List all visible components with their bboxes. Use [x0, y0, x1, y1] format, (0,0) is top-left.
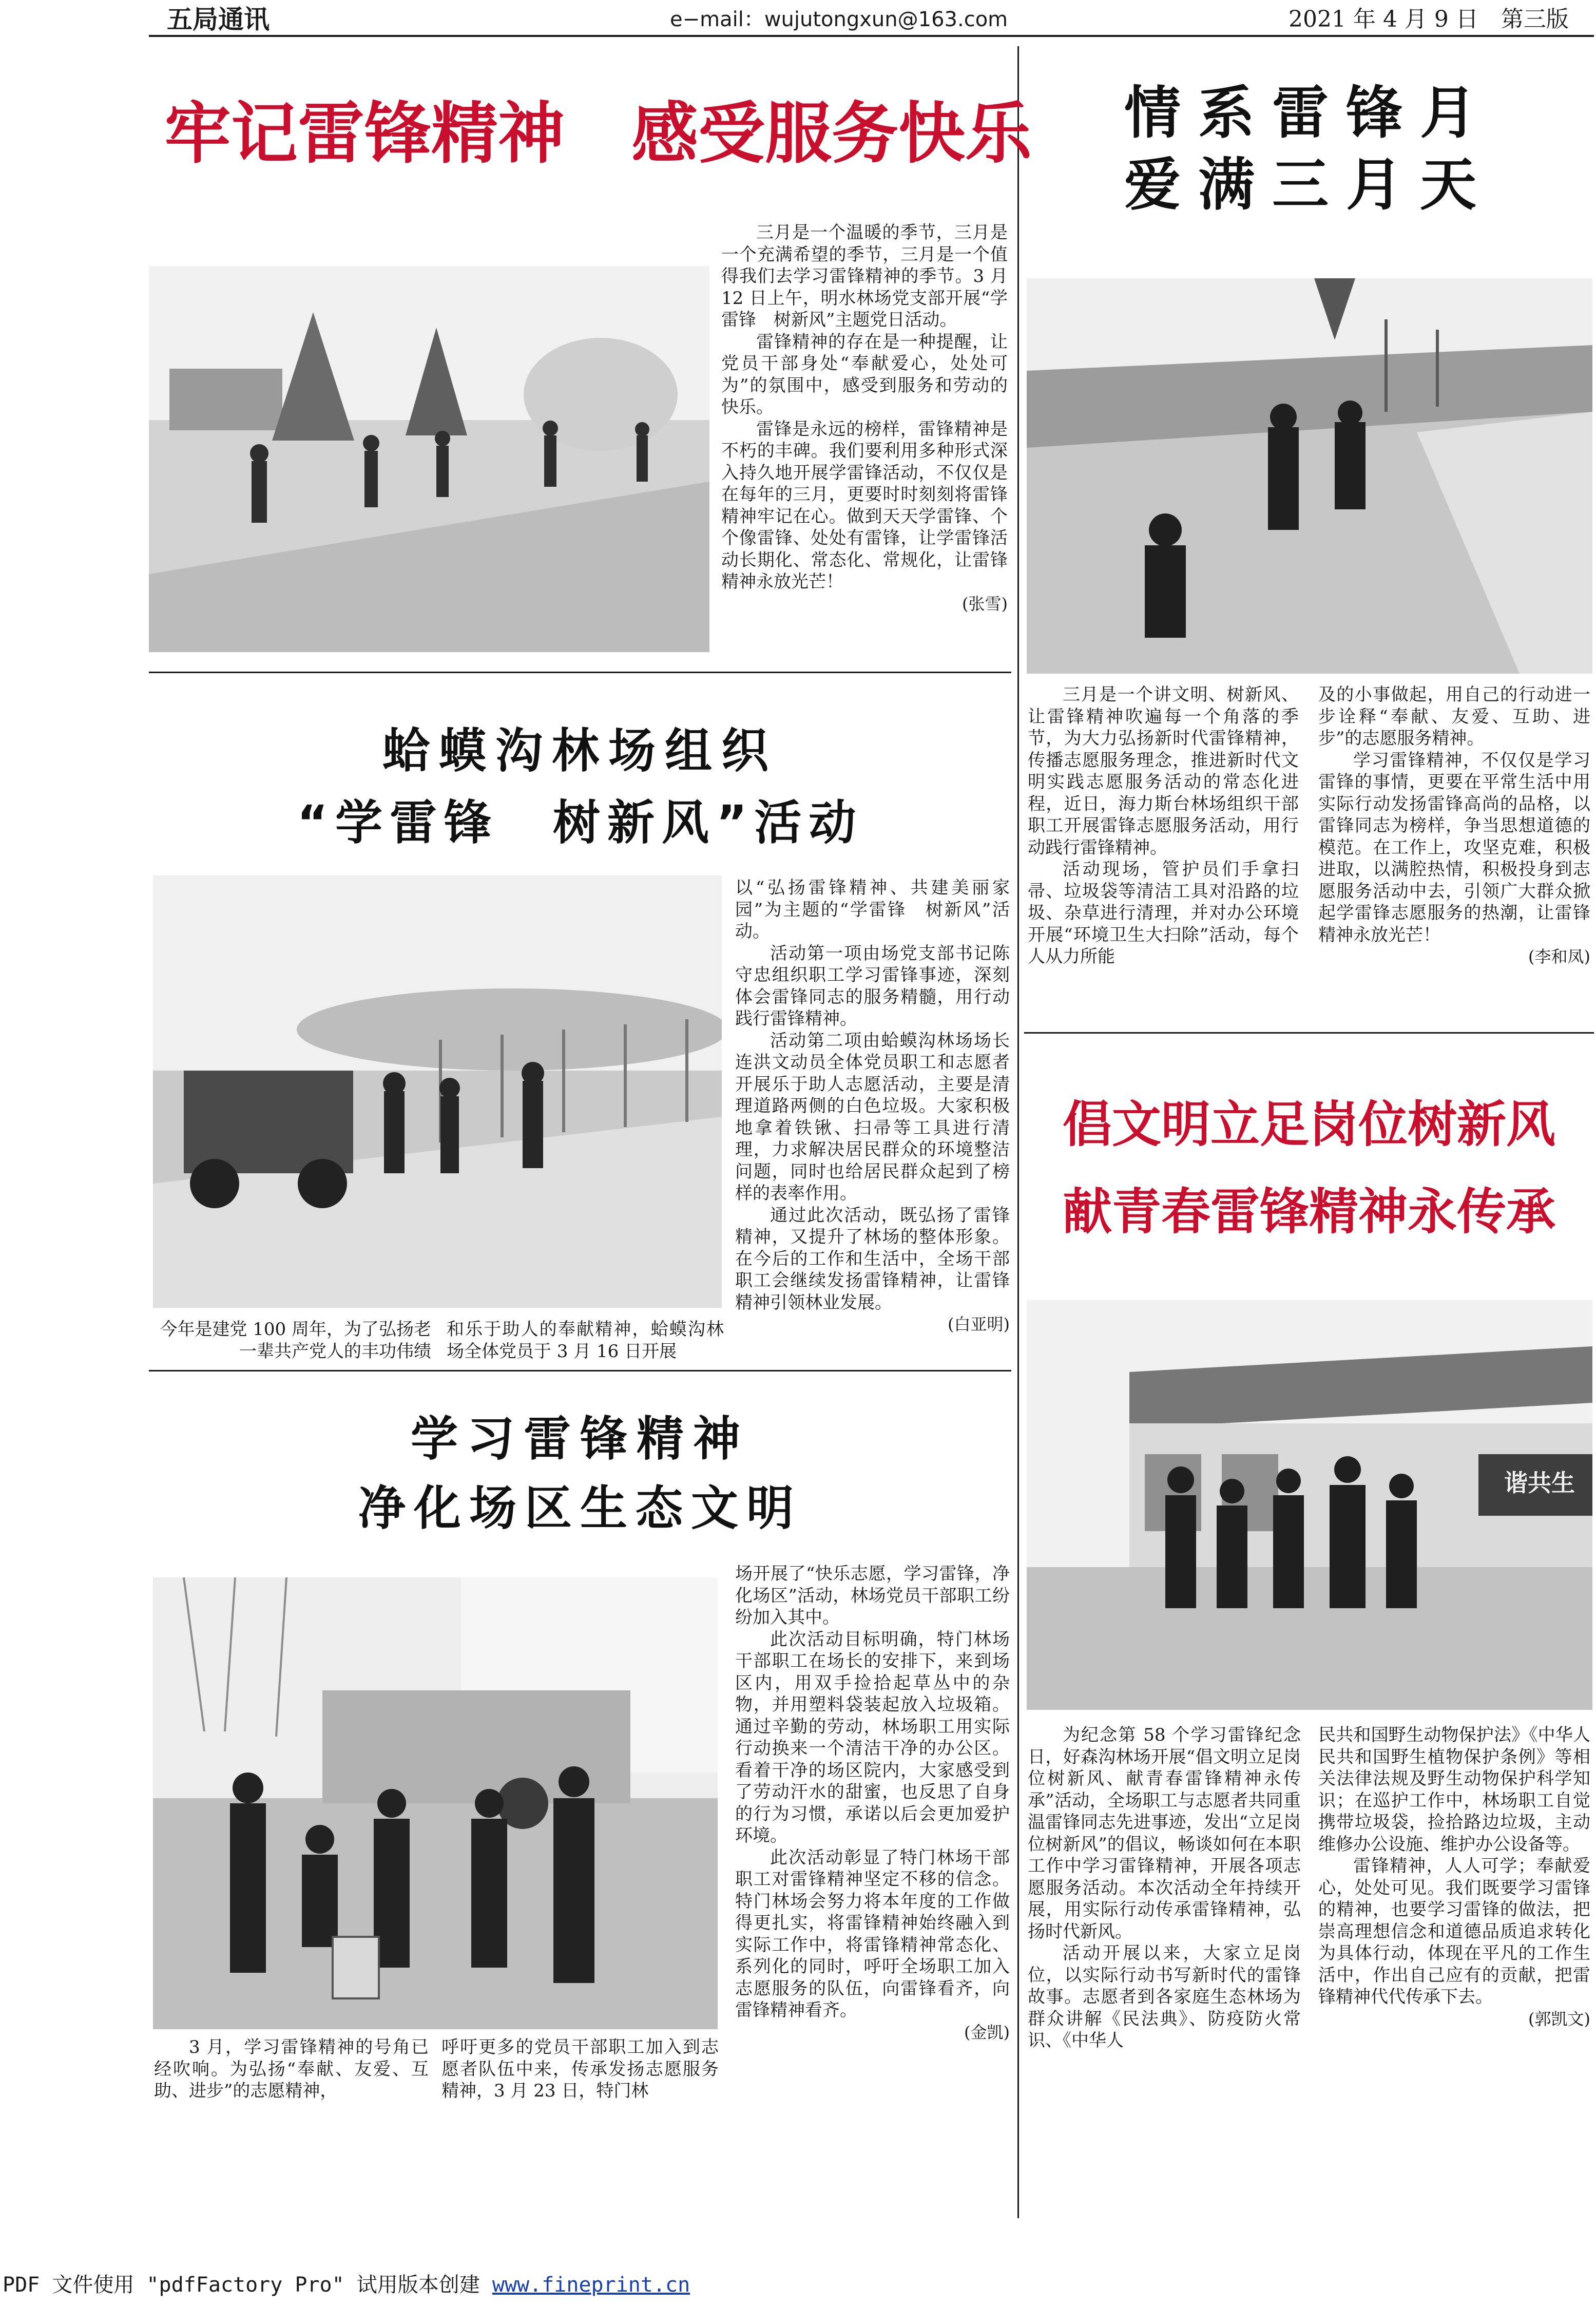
article3-signature: (金凯) [964, 2022, 1010, 2042]
article4-paragraph: 及的小事做起，用自己的行动进一步诠释“奉献、友爱、互助、进步”的志愿服务精神。 [1318, 684, 1590, 749]
article2-signature: (白亚明) [948, 1314, 1010, 1334]
article5-title-line2: 献青春雷锋精神永传承 [1063, 1183, 1555, 1241]
article1-signature: (张雪) [962, 594, 1008, 614]
article2-caption: 和乐于助人的奉献精神，蛤蟆沟林场全体党员于 3 月 16 日开展 [447, 1319, 724, 1362]
article3-title-line1: 学习雷锋精神 [410, 1412, 749, 1466]
masthead: 五局通讯 [167, 4, 270, 34]
article5-paragraph: 民共和国野生动物保护法》《中华人民共和国野生植物保护条例》等相关法律法规及野生动物保护科学知识；在巡护工作中，林场职工自觉携带垃圾袋，捡拾路边垃圾，主动维修办公设施、维护办公设备等。 [1318, 1725, 1590, 1855]
article2-paragraph: 活动第一项由场党支部书记陈守忠组织职工学习雷锋事迹，深刻体会雷锋同志的服务精髓，用行动践行雷锋精神。 [735, 943, 1010, 1029]
article2-caption-col1 [154, 1319, 431, 1362]
article2-body [735, 877, 1010, 1336]
article3-paragraph: 此次活动目标明确，特门林场干部职工在场长的安排下，来到场区内，用双手捡拾起草丛中的杂物，并用塑料袋装起放入垃圾箱。通过辛勤的劳动，林场职工用实际行动换来一个清洁干净的办公区。看着干净的场区院内，大家感受到了劳动汗水的甜蜜，也反思了自身的行为习惯，承诺以后会更加爱护环境。 [735, 1629, 1010, 1846]
article3-paragraph: 场开展了“快乐志愿，学习雷锋，净化场区”活动，林场党员干部职工纷纷加入其中。 [735, 1564, 1010, 1628]
article4-col1 [1028, 684, 1299, 968]
article1-title: 牢记雷锋精神 感受服务快乐 [164, 94, 1032, 173]
article4-title-line2: 爱满三月天 [1124, 152, 1494, 218]
article1-paragraph: 雷锋是永远的榜样，雷锋精神是不朽的丰碑。我们要利用多种形式深入持久地开展学雷锋活动，不仅仅是在每年的三月，更要时时刻刻将雷锋精神牢记在心。做到天天学雷锋、个个像雷锋、处处有雷锋，让学雷锋活动长期化、常态化、常规化，让雷锋精神永放光芒！ [721, 418, 1008, 592]
article2-title-line1: 蛤蟆沟林场组织 [382, 723, 778, 778]
article2-paragraph: 通过此次活动，既弘扬了雷锋精神，又提升了林场的整体形象。在今后的工作和生活中，全场干部职工会继续发扬雷锋精神，让雷锋精神引领林业发展。 [735, 1205, 1010, 1313]
article2-title-line2: “学雷锋 树新风”活动 [297, 795, 863, 850]
article3-photo [153, 1577, 718, 2029]
article3-caption: 3 月，学习雷锋精神的号角已经吹响。为弘扬“奉献、友爱、互助、进步”的志愿精神， [154, 2037, 429, 2101]
photo-banner-text: 谐共生 [1504, 1469, 1575, 1497]
article4-signature: (李和凤) [1528, 947, 1590, 966]
section-divider-1 [149, 672, 1011, 673]
section-divider-2 [149, 1370, 1011, 1371]
article2-photo [153, 875, 722, 1308]
article4-photo [1027, 278, 1592, 674]
article2-caption-col2 [447, 1319, 724, 1362]
article1-paragraph: 雷锋精神的存在是一种提醒，让党员干部身处“奉献爱心，处处可为”的氛围中，感受到服务和劳动的快乐。 [721, 331, 1008, 417]
article5-signature: (郭凯文) [1528, 2009, 1590, 2029]
header-rule [149, 35, 1594, 37]
article2-caption: 今年是建党 100 周年，为了弘扬老一辈共产党人的丰功伟绩 [160, 1319, 431, 1362]
article4-paragraph: 活动现场，管护员们手拿扫帚、垃圾袋等清洁工具对沿路的垃圾、杂草进行清理，并对办公环境开展“环境卫生大扫除”活动，每个人从力所能 [1028, 859, 1299, 967]
article5-col1 [1028, 1724, 1301, 2052]
article5-paragraph: 雷锋精神，人人可学；奉献爱心，处处可见。我们既要学习雷锋的精神，也要学习雷锋的做法，把崇高理想信念和道德品质追求转化为具体行动，体现在平凡的工作生活中，作出自己应有的贡献，把雷锋精神代代传承下去。 [1318, 1856, 1590, 2007]
article4-title-line1: 情系雷锋月 [1124, 80, 1494, 146]
pdf-footer [3, 2269, 690, 2298]
article3-body [735, 1563, 1010, 2043]
header-email: e−mail：wujutongxun@163.com [670, 8, 1008, 31]
article2-paragraph: 以“弘扬雷锋精神、共建美丽家园”为主题的“学雷锋 树新风”活动。 [735, 878, 1010, 942]
article3-caption: 呼吁更多的党员干部职工加入到志愿者队伍中来，传承发扬志愿服务精神，3 月 23 日，特门林 [441, 2037, 719, 2101]
article4-paragraph: 三月是一个讲文明、树新风、让雷锋精神吹遍每一个角落的季节，为大力弘扬新时代雷锋精神，传播志愿服务理念，推进新时代文明实践志愿服务活动的常态化进程，近日，海力斯台林场组织干部职工开展雷锋志愿服务活动，用行动践行雷锋精神。 [1028, 684, 1299, 858]
article3-caption-col1 [154, 2036, 429, 2102]
article1-photo [149, 266, 709, 652]
article1-body [721, 222, 1008, 615]
section-divider-3 [1024, 1032, 1594, 1034]
article4-col2 [1318, 684, 1590, 968]
article5-col2 [1318, 1724, 1590, 2030]
article5-paragraph: 活动开展以来，大家立足岗位，以实际行动书写新时代的雷锋故事。志愿者到各家庭生态林场为群众讲解《民法典》、防疫防火常识、《中华人 [1028, 1943, 1301, 2051]
article4-paragraph: 学习雷锋精神，不仅仅是学习雷锋的事情，更要在平常生活中用实际行动发扬雷锋高尚的品格，以雷锋同志为榜样，争当思想道德的模范。在工作上，攻坚克难，积极进取，以满腔热情，积极投身到志愿服务活动中去，引领广大群众掀起学雷锋志愿服务的热潮，让雷锋精神永放光芒！ [1318, 750, 1590, 945]
article5-title-line1: 倡文明立足岗位树新风 [1063, 1096, 1555, 1153]
article5-photo [1027, 1300, 1592, 1710]
article1-paragraph: 三月是一个温暖的季节，三月是一个充满希望的季节，三月是一个值得我们去学习雷锋精神的季节。3 月 12 日上午，明水林场党支部开展“学雷锋 树新风”主题党日活动。 [721, 222, 1008, 330]
header-date-edition: 2021 年 4 月 9 日 第三版 [1289, 6, 1569, 32]
footer-text: PDF 文件使用 "pdfFactory Pro" 试用版本创建 [3, 2273, 492, 2297]
article3-caption-col2 [441, 2036, 719, 2102]
column-divider [1017, 46, 1019, 2218]
article3-title-line2: 净化场区生态文明 [358, 1481, 802, 1536]
article3-paragraph: 此次活动彰显了特门林场干部职工对雷锋精神坚定不移的信念。特门林场会努力将本年度的工作做得更扎实，将雷锋精神始终融入到实际工作中，将雷锋精神常态化、系列化的同时，呼吁全场职工加入志愿服务的队伍，向雷锋看齐，向雷锋精神看齐。 [735, 1847, 1010, 2021]
footer-link[interactable]: www.fineprint.cn [492, 2273, 690, 2297]
article2-paragraph: 活动第二项由蛤蟆沟林场场长连洪文动员全体党员职工和志愿者开展乐于助人志愿活动，主要是清理道路两侧的白色垃圾。大家积极地拿着铁锹、扫帚等工具进行清理，力求解决居民群众的环境整洁问题，同时也给居民群众起到了榜样的表率作用。 [735, 1030, 1010, 1204]
article5-paragraph: 为纪念第 58 个学习雷锋纪念日，好森沟林场开展“倡文明立足岗位树新风、献青春雷锋精神永传承”活动，全场职工与志愿者共同重温雷锋同志先进事迹，发出“立足岗位树新风”的倡议，畅谈如何在本职工作中学习雷锋精神，开展各项志愿服务活动。本次活动全年持续开展，用实际行动传承雷锋精神，弘扬时代新风。 [1028, 1725, 1301, 1942]
